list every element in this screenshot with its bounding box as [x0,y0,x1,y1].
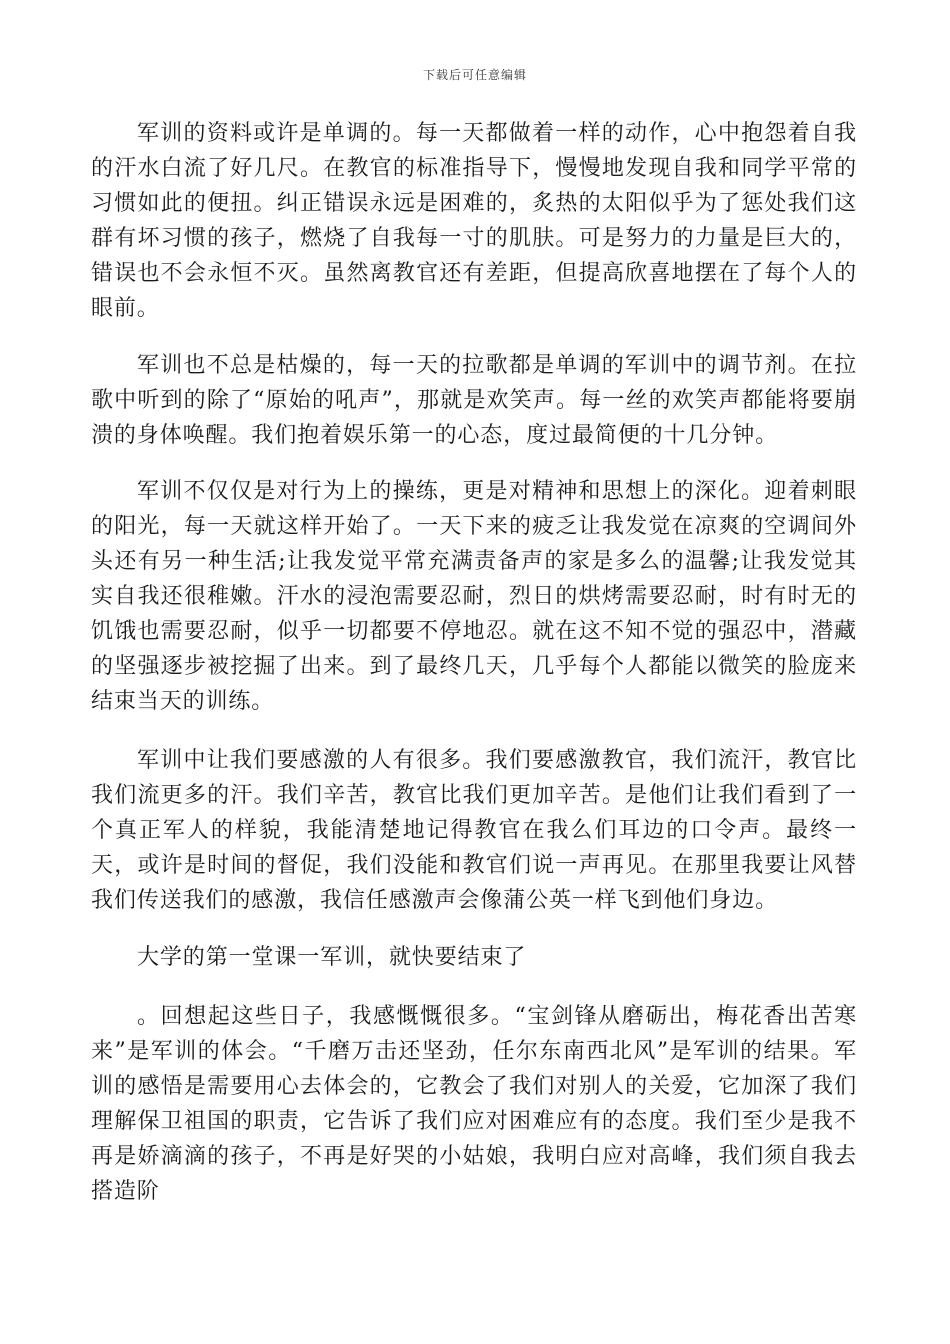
paragraph: 军训中让我们要感激的人有很多。我们要感激教官，我们流汗，教官比我们流更多的汗。我们辛苦，教官比我们更加辛苦。是他们让我们看到了一个真正军人的样貌，我能清楚地记得教官在我么们耳边的口令声。最终一天，或许是时间的督促，我们没能和教官们说一声再见。在那里我要让风替我们传送我们的感激，我信任感激声会像蒲公英一样飞到他们身边。 [91,748,857,913]
download-note: 下载后可任意编辑 [422,68,527,82]
document-body [91,116,857,1209]
paragraph: 军训不仅仅是对行为上的操练，更是对精神和思想上的深化。迎着刺眼的阳光，每一天就这样开始了。一天下来的疲乏让我发觉在凉爽的空调间外头还有另一种生活;让我发觉平常充满责备声的家是多么的温馨;让我发觉其实自我还很稚嫩。汗水的浸泡需要忍耐，烈日的烘烤需要忍耐，时有时无的饥饿也需要忍耐，似乎一切都要不停地忍。就在这不知不觉的强忍中，潜藏的坚强逐步被挖掘了出来。到了最终几天，几乎每个人都能以微笑的脸庞来结束当天的训练。 [91,479,857,714]
paragraph: 军训也不总是枯燥的，每一天的拉歌都是单调的军训中的调节剂。在拉歌中听到的除了“原始的吼声”，那就是欢笑声。每一丝的欢笑声都能将要崩溃的身体唤醒。我们抱着娱乐第一的心态，度过最简便的十几分钟。 [91,353,857,448]
section-line: 大学的第一堂课一军训，就快要结束了 [137,945,527,970]
paragraph: 军训的资料或许是单调的。每一天都做着一样的动作，心中抱怨着自我的汗水白流了好几尺。在教官的标准指导下，慢慢地发现自我和同学平常的习惯如此的便扭。纠正错误永远是困难的，炙热的太阳似乎为了惩处我们这群有坏习惯的孩子，燃烧了自我每一寸的肌肤。可是努力的力量是巨大的，错误也不会永恒不灭。虽然离教官还有差距，但提高欣喜地摆在了每个人的眼前。 [91,121,857,321]
paragraph: 。回想起这些日子，我感慨慨很多。“宝剑锋从磨砺出，梅花香出苦寒来”是军训的体会。“千磨万击还坚劲，任尔东南西北风”是军训的结果。军训的感悟是需要用心去体会的，它教会了我们对别人的关爱，它加深了我们理解保卫祖国的职责，它告诉了我们应对困难应有的态度。我们至少是我不再是娇滴滴的孩子，不再是好哭的小姑娘，我明白应对高峰，我们须自我去搭造阶 [91,1004,857,1204]
